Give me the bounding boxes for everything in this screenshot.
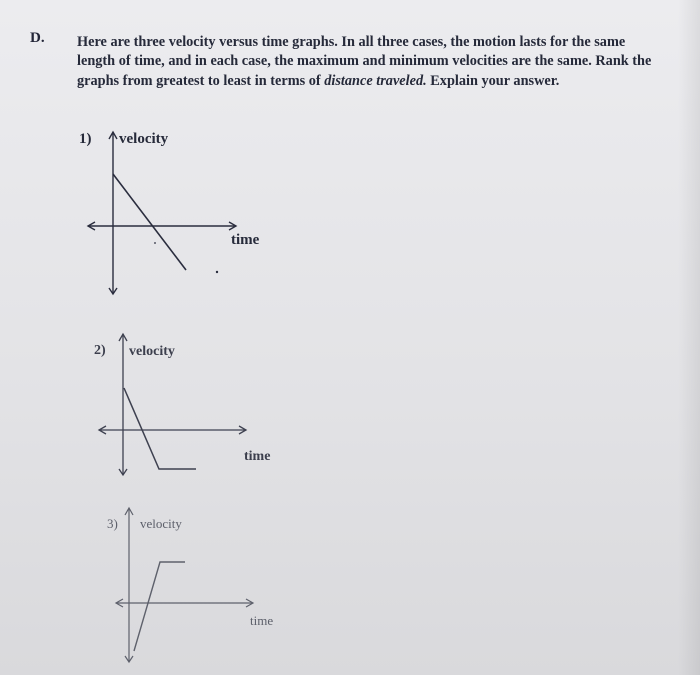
graph-1-dot: [216, 271, 218, 273]
graph-2: [99, 334, 246, 475]
graph-3-number: 3): [107, 516, 118, 531]
graph-2-number: 2): [94, 343, 106, 358]
problem-letter: D.: [30, 30, 45, 46]
problem-text-part-1: Here are three velocity versus time graphs. In all three cases, the motion lasts for the same length of time, and in each case, the maximum and minimum velocities are the same. Rank the graphs from greatest to least in terms of: [77, 34, 652, 89]
graph-1-number: 1): [79, 131, 92, 147]
graph-2-velocity-line: [124, 388, 196, 469]
graph-1-dot-small: [154, 242, 156, 244]
graph-3-x-label: time: [250, 613, 274, 628]
graph-2-x-label: time: [244, 449, 271, 464]
graph-2-y-label: velocity: [129, 344, 175, 359]
graph-3-velocity-line: [134, 562, 185, 651]
problem-text-emphasis: distance traveled.: [324, 72, 427, 89]
graph-1-x-label: time: [231, 232, 260, 248]
graph-1: [88, 132, 236, 294]
graph-1-y-label: velocity: [119, 131, 169, 147]
problem-text-part-3: Explain your answer.: [426, 72, 560, 89]
graph-1-velocity-line: [113, 174, 186, 270]
graph-3-y-label: velocity: [140, 516, 182, 531]
graph-3: [116, 508, 253, 662]
